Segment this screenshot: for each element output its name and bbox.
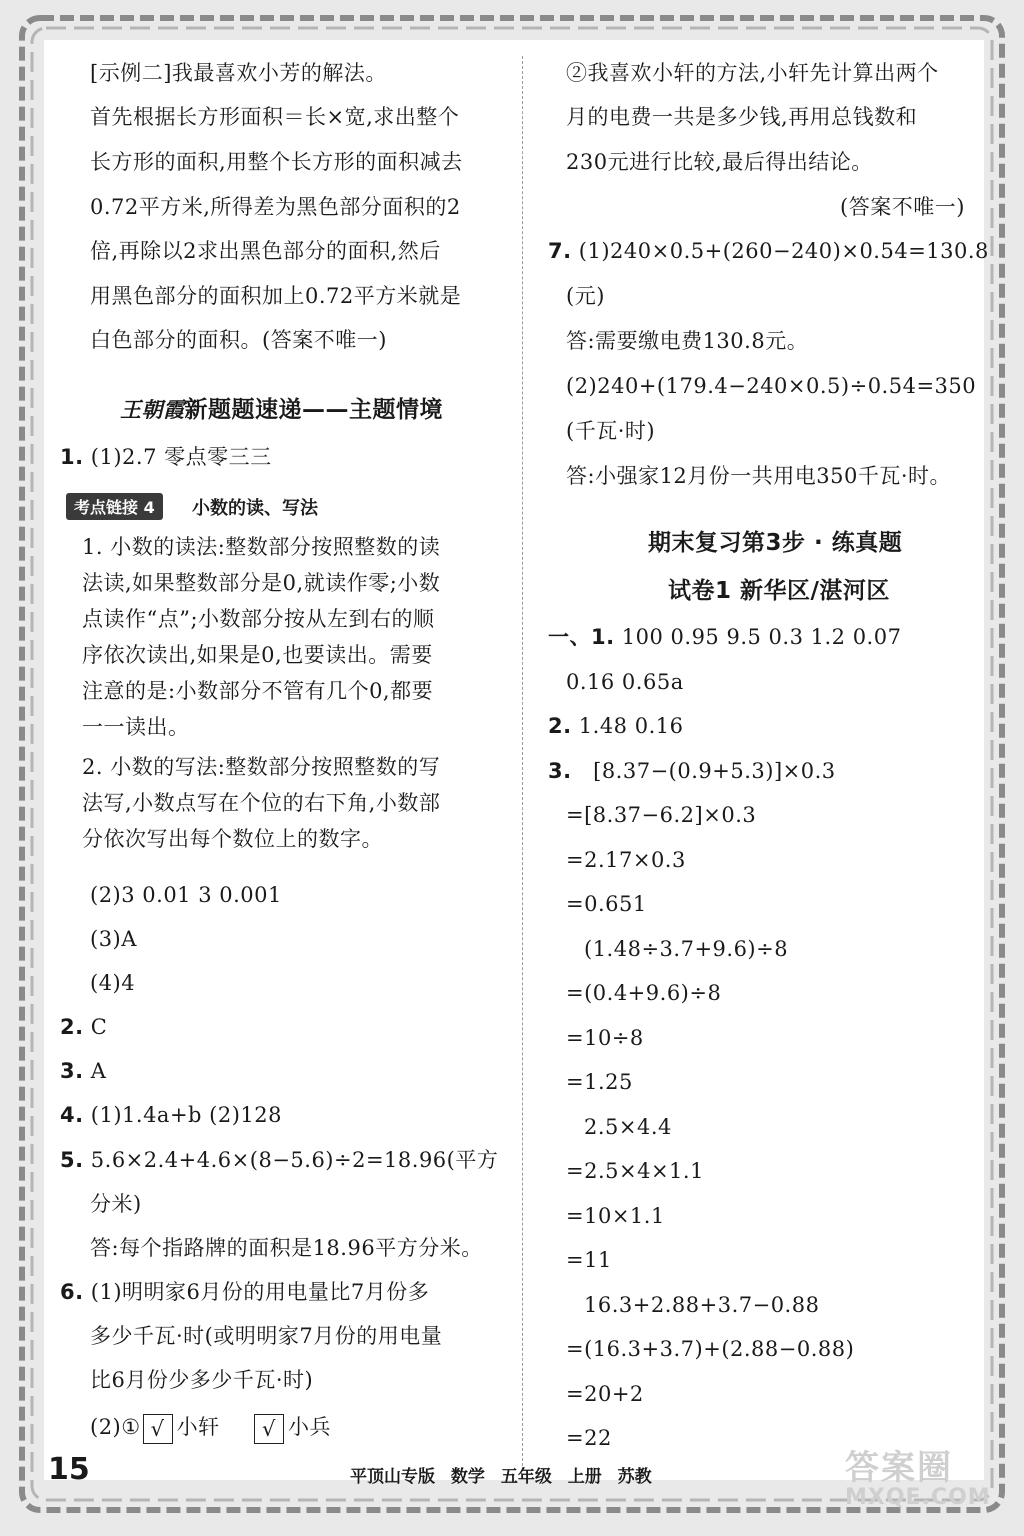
calc-line: =2.17×0.3	[566, 848, 686, 872]
text-line: 答:小强家12月份一共用电350千瓦·时。	[566, 464, 952, 488]
footer-text: 平顶山专版 数学 五年级 上册 苏教	[350, 1467, 652, 1487]
calc-line: =10×1.1	[566, 1204, 665, 1228]
text-line: 分米)	[90, 1192, 142, 1216]
question-7: 7. (1)240×0.5+(260−240)×0.54=130.8	[548, 239, 989, 263]
watermark: 答案圈 MXQE.COM	[845, 1448, 991, 1510]
text-line: 0.16 0.65a	[566, 670, 684, 694]
checkbox-checked: √	[254, 1414, 284, 1444]
text-line: (答案不唯一)	[840, 195, 965, 219]
knowledge-line: 分依次写出每个数位上的数字。	[82, 827, 383, 851]
text-line: 倍,再除以2求出黑色部分的面积,然后	[90, 239, 441, 263]
knowledge-line: 点读作“点”;小数部分按从左到右的顺	[82, 607, 435, 631]
calc-line: =0.651	[566, 892, 647, 916]
text-line: (元)	[566, 284, 605, 308]
section-heading: 期末复习第3步 · 练真题	[648, 530, 903, 556]
text-line: ②我喜欢小轩的方法,小轩先计算出两个	[566, 61, 939, 85]
calc-line: =10÷8	[566, 1026, 644, 1050]
question-5: 5. 5.6×2.4+4.6×(8−5.6)÷2=18.96(平方	[60, 1148, 499, 1172]
text-line: 白色部分的面积。(答案不唯一)	[90, 328, 387, 352]
checkbox-checked: √	[143, 1414, 173, 1444]
calc-line: =[8.37−6.2]×0.3	[566, 803, 757, 827]
calc-line: =20+2	[566, 1382, 644, 1406]
question-1: 1. (1)2.7 零点零三三	[60, 445, 272, 469]
text-line: 用黑色部分的面积加上0.72平方米就是	[90, 284, 462, 308]
knowledge-line: 法写,小数点写在个位的右下角,小数部	[82, 791, 441, 815]
text-line: 答:每个指路牌的面积是18.96平方分米。	[90, 1236, 483, 1260]
text-line: 首先根据长方形面积＝长×宽,求出整个	[90, 105, 460, 129]
text-line: (3)A	[90, 927, 137, 951]
section-1-q3: 3. [8.37−(0.9+5.3)]×0.3	[548, 759, 836, 783]
knowledge-line: 1. 小数的读法:整数部分按照整数的读	[82, 535, 441, 559]
question-6: 6. (1)明明家6月份的用电量比7月份多	[60, 1280, 430, 1304]
section-1-q2: 2. 1.48 0.16	[548, 714, 684, 738]
knowledge-link-title: 小数的读、写法	[192, 498, 318, 519]
text-line: 230元进行比较,最后得出结论。	[566, 150, 873, 174]
question-4: 4. (1)1.4a+b (2)128	[60, 1103, 282, 1127]
exam-heading: 试卷1 新华区/湛河区	[668, 578, 890, 604]
text-line: 答:需要缴电费130.8元。	[566, 329, 809, 353]
column-divider	[522, 56, 523, 1466]
calc-line: =2.5×4×1.1	[566, 1159, 704, 1183]
text-line: (2)3 0.01 3 0.001	[90, 883, 282, 907]
text-line: 多少千瓦·时(或明明家7月份的用电量	[90, 1324, 443, 1348]
question-2: 2. C	[60, 1015, 108, 1039]
calc-line: =11	[566, 1248, 612, 1272]
text-line: (2)240+(179.4−240×0.5)÷0.54=350	[566, 374, 977, 398]
calc-line: 2.5×4.4	[584, 1115, 672, 1139]
calc-line: =22	[566, 1426, 612, 1450]
knowledge-line: 法读,如果整数部分是0,就读作零;小数	[82, 571, 441, 595]
text-line: 月的电费一共是多少钱,再用总钱数和	[566, 105, 918, 129]
calc-line: 16.3+2.88+3.7−0.88	[584, 1293, 820, 1317]
brand-logo: 王朝霞	[120, 397, 185, 422]
text-line: 0.72平方米,所得差为黑色部分面积的2	[90, 195, 461, 219]
question-3: 3. A	[60, 1059, 107, 1083]
page-number: 15	[48, 1452, 90, 1487]
text-line: (4)4	[90, 971, 136, 995]
text-line: 长方形的面积,用整个长方形的面积减去	[90, 150, 463, 174]
knowledge-line: 序依次读出,如果是0,也要读出。需要	[82, 643, 433, 667]
section-1-q1: 一、1. 100 0.95 9.5 0.3 1.2 0.07	[548, 625, 902, 649]
knowledge-link-badge: 考点链接 4	[66, 493, 163, 520]
calc-line: =(0.4+9.6)÷8	[566, 981, 722, 1005]
text-line: (千瓦·时)	[566, 419, 656, 443]
text-line: 比6月份少多少千瓦·时)	[90, 1368, 314, 1392]
knowledge-line: 2. 小数的写法:整数部分按照整数的写	[82, 755, 441, 779]
knowledge-line: 一一读出。	[82, 715, 190, 739]
text-line: [示例二]我最喜欢小芳的解法。	[90, 61, 387, 85]
question-6-2: (2)① √ 小轩 √ 小兵	[90, 1412, 331, 1444]
calc-line: =1.25	[566, 1070, 633, 1094]
section-heading: 王朝霞新题题速递——主题情境	[120, 397, 443, 423]
calc-line: =(16.3+3.7)+(2.88−0.88)	[566, 1337, 855, 1361]
calc-line: (1.48÷3.7+9.6)÷8	[584, 937, 789, 961]
knowledge-line: 注意的是:小数部分不管有几个0,都要	[82, 679, 434, 703]
